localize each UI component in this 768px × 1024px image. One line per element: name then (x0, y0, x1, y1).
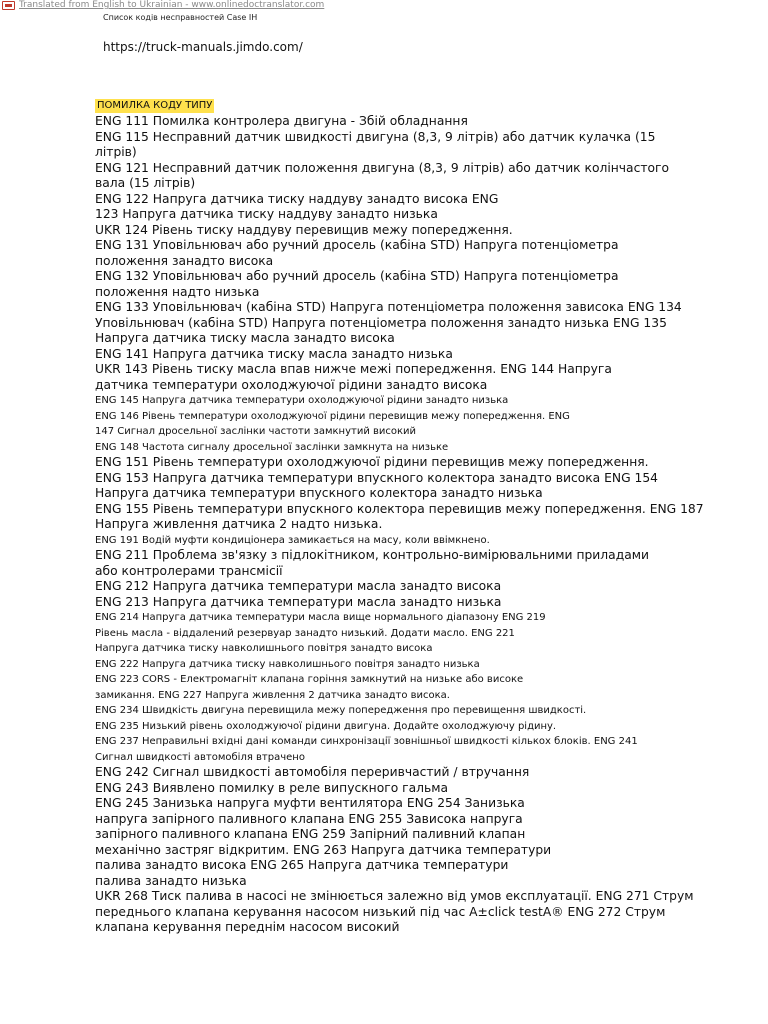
source-url[interactable]: https://truck-manuals.jimdo.com/ (103, 40, 303, 54)
code-line: ENG 245 Занизька напруга муфти вентилятора ENG 254 Занизька (95, 796, 525, 810)
code-line: ENG 115 Несправний датчик швидкості двигуна (8,3, 9 літрів) або датчик кулачка (15 (95, 129, 656, 144)
code-line: Уповільнювач (кабіна STD) Напруга потенціометра положення занадто низька ENG 135 (95, 315, 667, 330)
code-list (95, 114, 704, 936)
code-line: Напруга датчика температури впускного колектора занадто низька (95, 486, 543, 500)
code-line: 123 Напруга датчика тиску наддуву занадто низька (95, 207, 438, 221)
code-line: ENG 243 Виявлено помилку в реле випускного гальма (95, 780, 449, 795)
code-line: ENG 222 Напруга датчика тиску навколишнього повітря занадто низька (95, 658, 480, 670)
code-line: ENG 111 Помилка контролера двигуна - Збій обладнання (95, 114, 468, 128)
code-line: 147 Сигнал дросельної заслінки частоти замкнутий високий (95, 426, 417, 437)
code-line: вала (15 літрів) (95, 176, 196, 190)
code-line: UKR 268 Тиск палива в насосі не змінюється залежно від умов експлуатації. ENG 271 Струм (95, 889, 694, 903)
code-line: напруга запірного паливного клапана ENG 255 Зависока напруга (95, 811, 523, 826)
code-line: ENG 237 Неправильні вхідні дані команди синхронізації зовнішньої швидкості кількох блоків. ENG 241 (95, 736, 638, 747)
code-line: ENG 153 Напруга датчика температури впускного колектора занадто висока ENG 154 (95, 470, 658, 485)
translate-icon (2, 1, 15, 10)
code-line: положення надто низька (95, 284, 260, 299)
code-line: ENG 213 Напруга датчика температури масла занадто низька (95, 594, 502, 609)
code-line: ENG 214 Напруга датчика температури масла вище нормального діапазону ENG 219 (95, 612, 546, 623)
code-line: UKR 124 Рівень тиску наддуву перевищив межу попередження. (95, 222, 513, 237)
code-line: ENG 191 Водій муфти кондиціонера замикається на масу, коли ввімкнено. (95, 534, 490, 546)
code-line: Сигнал швидкості автомобіля втрачено (95, 751, 305, 763)
code-line: ENG 234 Швидкість двигуна перевищила межу попередження про перевищення швидкості. (95, 705, 587, 716)
code-line: ENG 212 Напруга датчика температури масла занадто висока (95, 579, 502, 593)
code-line: ENG 141 Напруга датчика тиску масла занадто низька (95, 346, 453, 361)
code-line: ENG 145 Напруга датчика температури охолоджуючої рідини занадто низька (95, 395, 509, 406)
code-line: положення занадто висока (95, 253, 274, 268)
code-line: ENG 132 Уповільнювач або ручний дросель (кабіна STD) Напруга потенціометра (95, 269, 619, 283)
code-line: палива занадто висока ENG 265 Напруга датчика температури (95, 858, 509, 872)
code-line: ENG 242 Сигнал швидкості автомобіля переривчастий / втручання (95, 765, 530, 779)
code-line: переднього клапана керування насосом низький під час A±click testA® ENG 272 Струм (95, 904, 666, 919)
code-line: запірного паливного клапана ENG 259 Запірний паливний клапан (95, 827, 526, 841)
document-body (95, 93, 704, 936)
code-line: Рівень масла - віддалений резервуар занадто низький. Додати масло. ENG 221 (95, 627, 515, 639)
code-line: ENG 223 CORS - Електромагніт клапана горіння замкнутий на низьке або високе (95, 674, 524, 685)
code-line: ENG 133 Уповільнювач (кабіна STD) Напруга потенціометра положення зависока ENG 134 (95, 300, 682, 314)
code-line: Напруга датчика тиску навколишнього повітря занадто висока (95, 643, 433, 654)
code-line: палива занадто низька (95, 873, 247, 888)
code-line: механічно застряг відкритим. ENG 263 Напруга датчика температури (95, 842, 552, 857)
code-line: ENG 211 Проблема зв'язку з підлокітником, контрольно-вимірювальними приладами (95, 548, 649, 562)
code-line: Напруга датчика тиску масла занадто висока (95, 331, 395, 345)
translator-banner[interactable] (2, 0, 324, 10)
code-line: Напруга живлення датчика 2 надто низька. (95, 517, 383, 531)
code-line: ENG 235 Низький рівень охолоджуючої рідини двигуна. Додайте охолоджуючу рідину. (95, 720, 557, 732)
section-heading: ПОМИЛКА КОДУ ТИПУ (97, 100, 213, 111)
code-line: ENG 155 Рівень температури впускного колектора перевищив межу попередження. ENG 187 (95, 501, 704, 516)
translator-link[interactable]: Translated from English to Ukrainian - www.onlinedoctranslator.com (19, 0, 325, 10)
code-line: ENG 131 Уповільнювач або ручний дросель (кабіна STD) Напруга потенціометра (95, 238, 619, 252)
code-line: датчика температури охолоджуючої рідини занадто висока (95, 377, 488, 392)
code-line: ENG 146 Рівень температури охолоджуючої рідини перевищив межу попередження. ENG (95, 410, 570, 422)
code-line: ENG 151 Рівень температури охолоджуючої рідини перевищив межу попередження. (95, 455, 649, 469)
code-line: UKR 143 Рівень тиску масла впав нижче межі попередження. ENG 144 Напруга (95, 362, 612, 376)
code-line: замикання. ENG 227 Напруга живлення 2 датчика занадто висока. (95, 689, 450, 701)
code-line: або контролерами трансмісії (95, 563, 283, 578)
code-line: літрів) (95, 145, 137, 159)
code-line: ENG 148 Частота сигналу дросельної заслінки замкнута на низьке (95, 441, 449, 453)
code-line: клапана керування переднім насосом високий (95, 920, 400, 934)
document-header: Список кодів несправностей Case IH (103, 13, 258, 22)
code-line: ENG 121 Несправний датчик положення двигуна (8,3, 9 літрів) або датчик колінчастого (95, 160, 670, 175)
code-line: ENG 122 Напруга датчика тиску наддуву занадто висока ENG (95, 191, 499, 206)
